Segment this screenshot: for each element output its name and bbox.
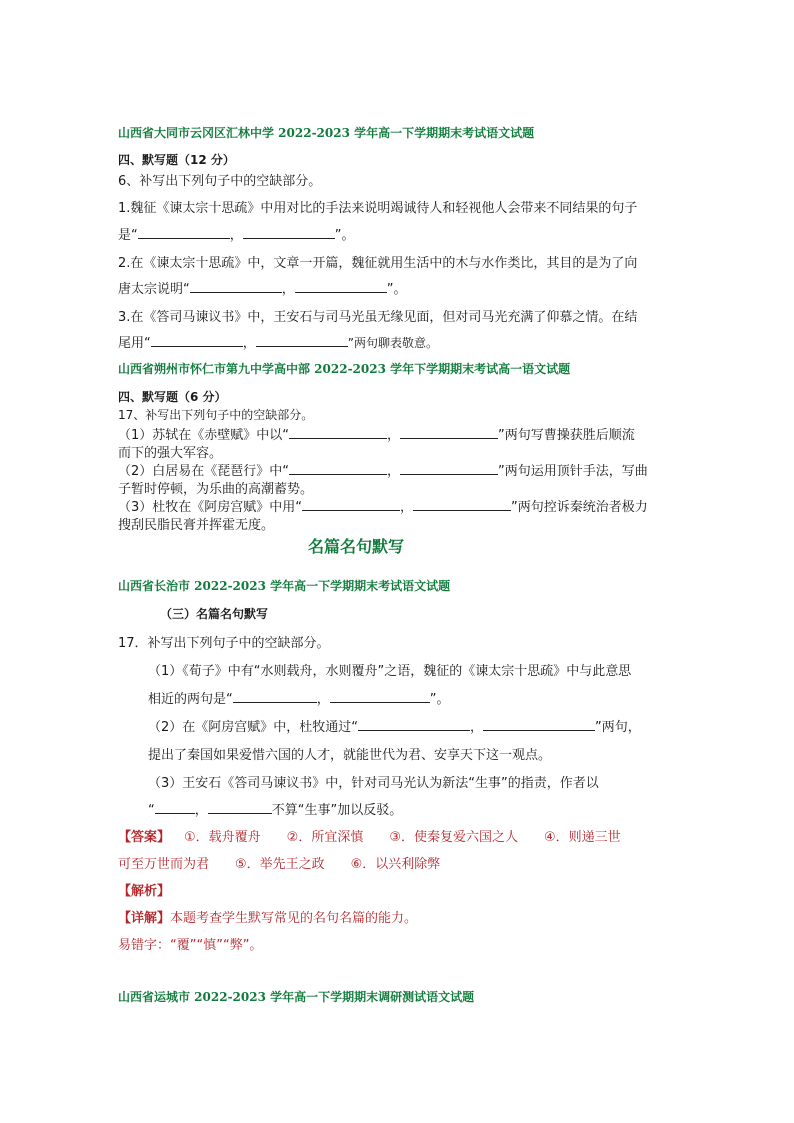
blank-sep: ， bbox=[387, 464, 401, 479]
answer-blank bbox=[400, 462, 498, 475]
item-prefix: 相近的两句是“ bbox=[148, 692, 233, 707]
answer-text: ①．载舟覆舟 ②．所宜深慎 ③．使秦复爱六国之人 ④．则递三世 bbox=[184, 830, 621, 845]
answer-blank bbox=[190, 280, 282, 293]
item-prefix: （2）在《阿房宫赋》中，杜牧通过“ bbox=[148, 720, 359, 735]
blank-sep: ， bbox=[281, 282, 295, 297]
blank-prefix: 尾用“ bbox=[118, 336, 151, 351]
answer-blank bbox=[400, 426, 498, 439]
item-line: 提出了秦国如果爱惜六国的人才，就能世代为君、安享天下这一观点。 bbox=[148, 748, 552, 763]
answer-blank bbox=[413, 498, 511, 511]
answer-blank bbox=[243, 226, 335, 239]
blank-sep: ， bbox=[470, 720, 484, 735]
item-suffix: ”两句写曹操获胜后顺流 bbox=[498, 428, 635, 443]
item-line bbox=[118, 424, 635, 443]
item-line bbox=[118, 278, 407, 297]
blank-suffix: ”两句聊表敬意。 bbox=[347, 336, 438, 350]
question-text: 17、补写出下列句子中的空缺部分。 bbox=[118, 408, 314, 422]
item-line: 子暂时停顿，为乐曲的高潮蓄势。 bbox=[118, 482, 314, 497]
item-prefix: （3）杜牧在《阿房宫赋》中用“ bbox=[118, 500, 303, 515]
section-heading: （三）名篇名句默写 bbox=[160, 607, 269, 621]
blank-sep: ， bbox=[387, 428, 401, 443]
item-line bbox=[118, 496, 648, 515]
item-line: 2.在《谏太宗十思疏》中，文章一开篇，魏征就用生活中的木与水作类比，其目的是为了向 bbox=[118, 256, 638, 271]
item-line bbox=[148, 716, 641, 735]
answer-blank bbox=[289, 426, 387, 439]
item-suffix: ”两句， bbox=[595, 720, 641, 735]
error-chars-line bbox=[118, 934, 262, 953]
analysis-label: 【解析】 bbox=[118, 884, 171, 899]
item-suffix: ”。 bbox=[429, 692, 450, 707]
item-line: 1.魏征《谏太宗十思疏》中用对比的手法来说明竭诚待人和轻视他人会带来不同结果的句子 bbox=[118, 201, 638, 216]
answer-blank bbox=[256, 334, 348, 347]
section-source: 山西省运城市 2022-2023 学年高一下学期期末调研测试语文试题 bbox=[118, 990, 475, 1004]
question-text: 17．补写出下列句子中的空缺部分。 bbox=[118, 636, 330, 651]
blank-suffix: ”。 bbox=[334, 228, 355, 243]
blank-sep: ， bbox=[400, 500, 414, 515]
answer-blank bbox=[155, 801, 195, 814]
error-prefix: 易错字： bbox=[118, 938, 171, 953]
blank-sep: ， bbox=[229, 228, 243, 243]
answer-blank bbox=[330, 690, 430, 703]
item-line: （1）《荀子》中有“水则载舟，水则覆舟”之语，魏征的《谏太宗十思疏》中与此意思 bbox=[148, 664, 632, 679]
item-prefix: （2）白居易在《琵琶行》中“ bbox=[118, 464, 290, 479]
blank-prefix: 唐太宗说明“ bbox=[118, 282, 190, 297]
item-line bbox=[118, 460, 648, 479]
answer-block bbox=[118, 826, 621, 845]
blank-sep: ， bbox=[316, 692, 330, 707]
answer-blank bbox=[483, 718, 595, 731]
section-source: 山西省大同市云冈区汇林中学 2022-2023 学年高一下学期期末考试语文试题 bbox=[118, 126, 535, 140]
answer-blank bbox=[289, 462, 387, 475]
item-line bbox=[148, 688, 450, 707]
section-heading: 四、默写题（6 分） bbox=[118, 390, 227, 404]
answer-blank bbox=[233, 690, 317, 703]
blank-sep: ， bbox=[242, 336, 256, 351]
answer-text: 可至万世而为君 ⑤．举先王之政 ⑥．以兴利除弊 bbox=[118, 857, 441, 872]
answer-blank bbox=[138, 226, 230, 239]
item-suffix: ”两句控诉秦统治者极力 bbox=[511, 500, 648, 515]
center-title: 名篇名句默写 bbox=[308, 537, 405, 556]
item-line: 3.在《答司马谏议书》中，王安石与司马光虽无缘见面，但对司马光充满了仰慕之情。在结 bbox=[118, 310, 638, 325]
question-text: 6、补写出下列句子中的空缺部分。 bbox=[118, 174, 322, 189]
answer-blank bbox=[151, 334, 243, 347]
item-line bbox=[148, 799, 402, 818]
section-heading: 四、默写题（12 分） bbox=[118, 153, 235, 167]
section-source: 山西省长治市 2022-2023 学年高一下学期期末考试语文试题 bbox=[118, 579, 451, 593]
blank-suffix: ”。 bbox=[386, 282, 407, 297]
error-chars: “覆”“慎”“弊”。 bbox=[170, 938, 263, 953]
item-line: 搜刮民脂民膏并挥霍无度。 bbox=[118, 518, 275, 533]
answer-blank bbox=[302, 498, 400, 511]
item-line: 而下的强大军容。 bbox=[118, 446, 223, 461]
item-line bbox=[118, 224, 355, 243]
answer-label: 【答案】 bbox=[118, 830, 171, 845]
answer-blank bbox=[295, 280, 387, 293]
section-source: 山西省朔州市怀仁市第九中学高中部 2022-2023 学年下学期期末考试高一语文试题 bbox=[118, 362, 571, 376]
item-line: （3）王安石《答司马谏议书》中，针对司马光认为新法“生事”的指责，作者以 bbox=[148, 776, 599, 791]
detail-text: 本题考查学生默写常见的名句名篇的能力。 bbox=[170, 911, 418, 926]
detail-label: 【详解】 bbox=[118, 911, 171, 926]
answer-blank bbox=[358, 718, 470, 731]
blank-sep: ， bbox=[194, 803, 208, 818]
item-suffix: 不算“生事”加以反驳。 bbox=[271, 803, 403, 818]
item-prefix: （1）苏轼在《赤壁赋》中以“ bbox=[118, 428, 290, 443]
item-suffix: ”两句运用顶针手法，写曲 bbox=[498, 464, 648, 479]
blank-prefix: 是“ bbox=[118, 228, 138, 243]
item-prefix: “ bbox=[148, 803, 155, 818]
answer-blank bbox=[208, 801, 272, 814]
item-line bbox=[118, 332, 438, 351]
detail-line bbox=[118, 907, 417, 926]
